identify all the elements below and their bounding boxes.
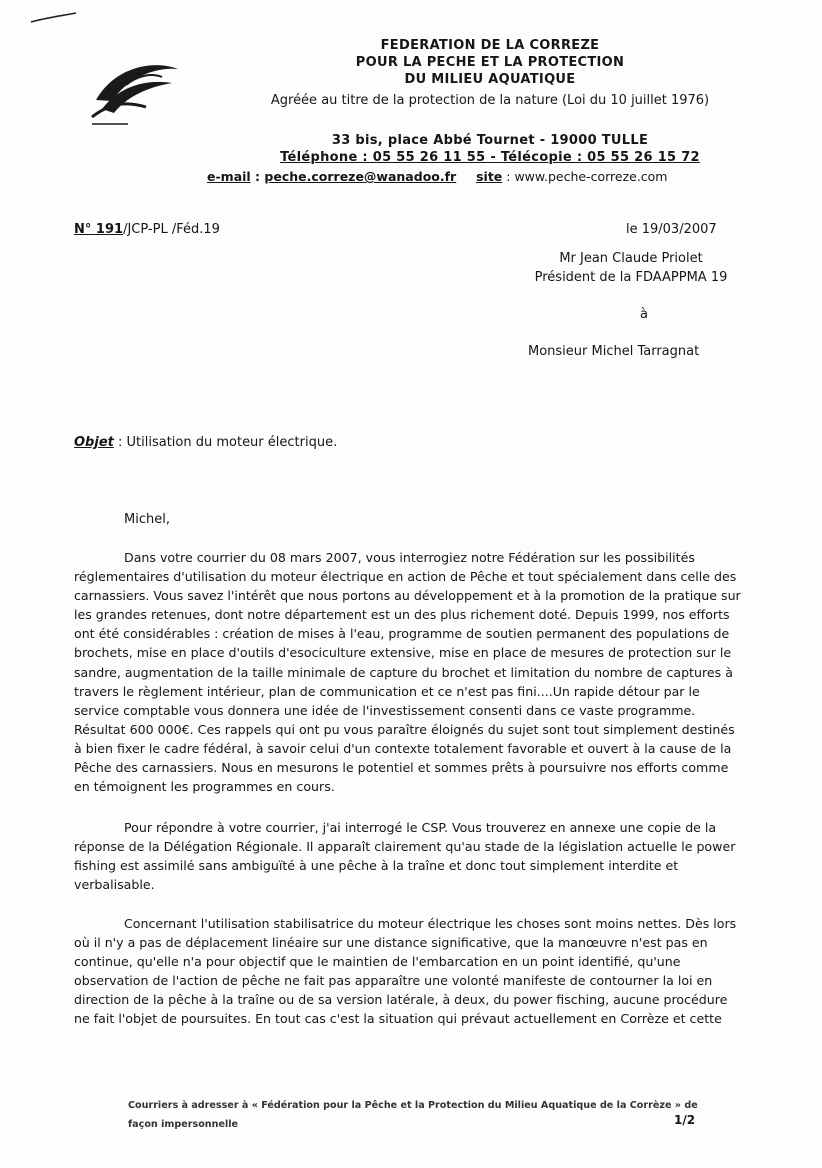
footer-note: Courriers à adresser à « Fédération pour la Pêche et la Protection du Milieu Aquatique de la Corrèze » de façon impersonnelle [128,1100,698,1130]
address-block [230,132,750,166]
federation-name [230,37,750,88]
ref-prefix: N° [74,222,92,237]
sender-name: Mr Jean Claude Priolet [559,251,703,266]
pen-mark [30,10,80,24]
paragraph-text: Concernant l'utilisation stabilisatrice du moteur électrique les choses sont moins nettes. Dès lors où il n'y a pas de déplacement linéaire sur une distance significative, que la manœuvre n'est pas en continue, qu'elle n'a pour objectif que le maintien de l'embarcation en un point identifié, qu'une observation de l'action de pêche ne fait pas apparaître une volonté manifeste de contourner la loi en direction de la pêche à la traîne ou de sa version latérale, à deux, du power fisching, aucune procédure ne fait l'objet de poursuites. En tout cas c'est la situation qui prévaut actuellement en Corrèze et cette [74,916,737,1027]
subject-line [74,435,337,450]
greeting: Michel, [124,512,170,527]
phone-fax-line: Téléphone : 05 55 26 11 55 - Télécopie : 05 55 26 15 72 [280,150,700,165]
page-number: 1/2 [674,1113,696,1127]
to-word: à [640,307,648,322]
sender-title: Président de la FDAAPPMA 19 [534,270,728,285]
org-line: FEDERATION DE LA CORREZE [380,38,600,53]
letter-date: le 19/03/2007 [626,222,717,237]
site-label: site [476,169,503,184]
subject-text: : Utilisation du moteur électrique. [113,435,338,450]
reference-number [74,222,220,237]
body-paragraph [74,914,742,1029]
fish-logo-icon [86,55,186,127]
email-label: e-mail [207,169,251,184]
subject-label: Objet [74,435,114,450]
ref-number: 191 [95,222,124,237]
org-line: DU MILIEU AQUATIQUE [404,72,576,87]
email-link[interactable]: peche.correze@wanadoo.fr [264,169,457,184]
sender-block [526,249,736,287]
body-paragraph [74,548,742,796]
paragraph-text: Pour répondre à votre courrier, j'ai interrogé le CSP. Vous trouverez en annexe une copie de la réponse de la Délégation Régionale. Il apparaît clairement qu'au stade de la législation actuelle le power fishing est assimilé sans ambiguïté à une pêche à la traîne et donc tout simplement interdite et verbalisable. [74,820,736,893]
contact-line: e-mail : peche.correze@wanadoo.fr site : www.peche-correze.com [207,169,668,184]
site-link[interactable]: www.peche-correze.com [514,169,668,184]
body-paragraph [74,818,742,894]
agreement-line: Agréée au titre de la protection de la nature (Loi du 10 juillet 1976) [270,93,710,108]
ref-suffix: /JCP-PL /Féd.19 [123,222,220,237]
address-line: 33 bis, place Abbé Tournet - 19000 TULLE [331,133,649,148]
paragraph-text: Dans votre courrier du 08 mars 2007, vous interrogiez notre Fédération sur les possibilités réglementaires d'utilisation du moteur électrique en action de Pêche et tout spécialement dans celle des carnassiers. Vous savez l'intérêt que nous portons au développement et à la promotion de la pratique sur les grandes retenues, dont notre département est un des plus richement doté. Depuis 1999, nos efforts ont été considérables : création de mises à l'eau, programme de soutien permanent des populations de brochets, mise en place d'outils d'esociculture extensive, mise en place de mesures de protection sur le sandre, augmentation de la taille minimale de capture du brochet et limitation du nombre de captures à travers le règlement intérieur, plan de communication et ce n'est pas fini....Un rapide détour par le service comptable vous donnera une idée de l'investissement consenti dans ce vaste programme. Résultat 600 000€. Ces rappels qui ont pu vous paraître éloignés du sujet sont tout simplement destinés à bien fixer le cadre fédéral, à savoir celui d'un contexte totalement favorable et ouvert à la cause de la Pêche des carnassiers. Nous en mesurons le potentiel et sommes prêts à poursuivre nos efforts comme en témoignent les programmes en cours. [74,550,741,795]
org-line: POUR LA PECHE ET LA PROTECTION [355,55,625,70]
recipient-name: Monsieur Michel Tarragnat [528,344,700,359]
